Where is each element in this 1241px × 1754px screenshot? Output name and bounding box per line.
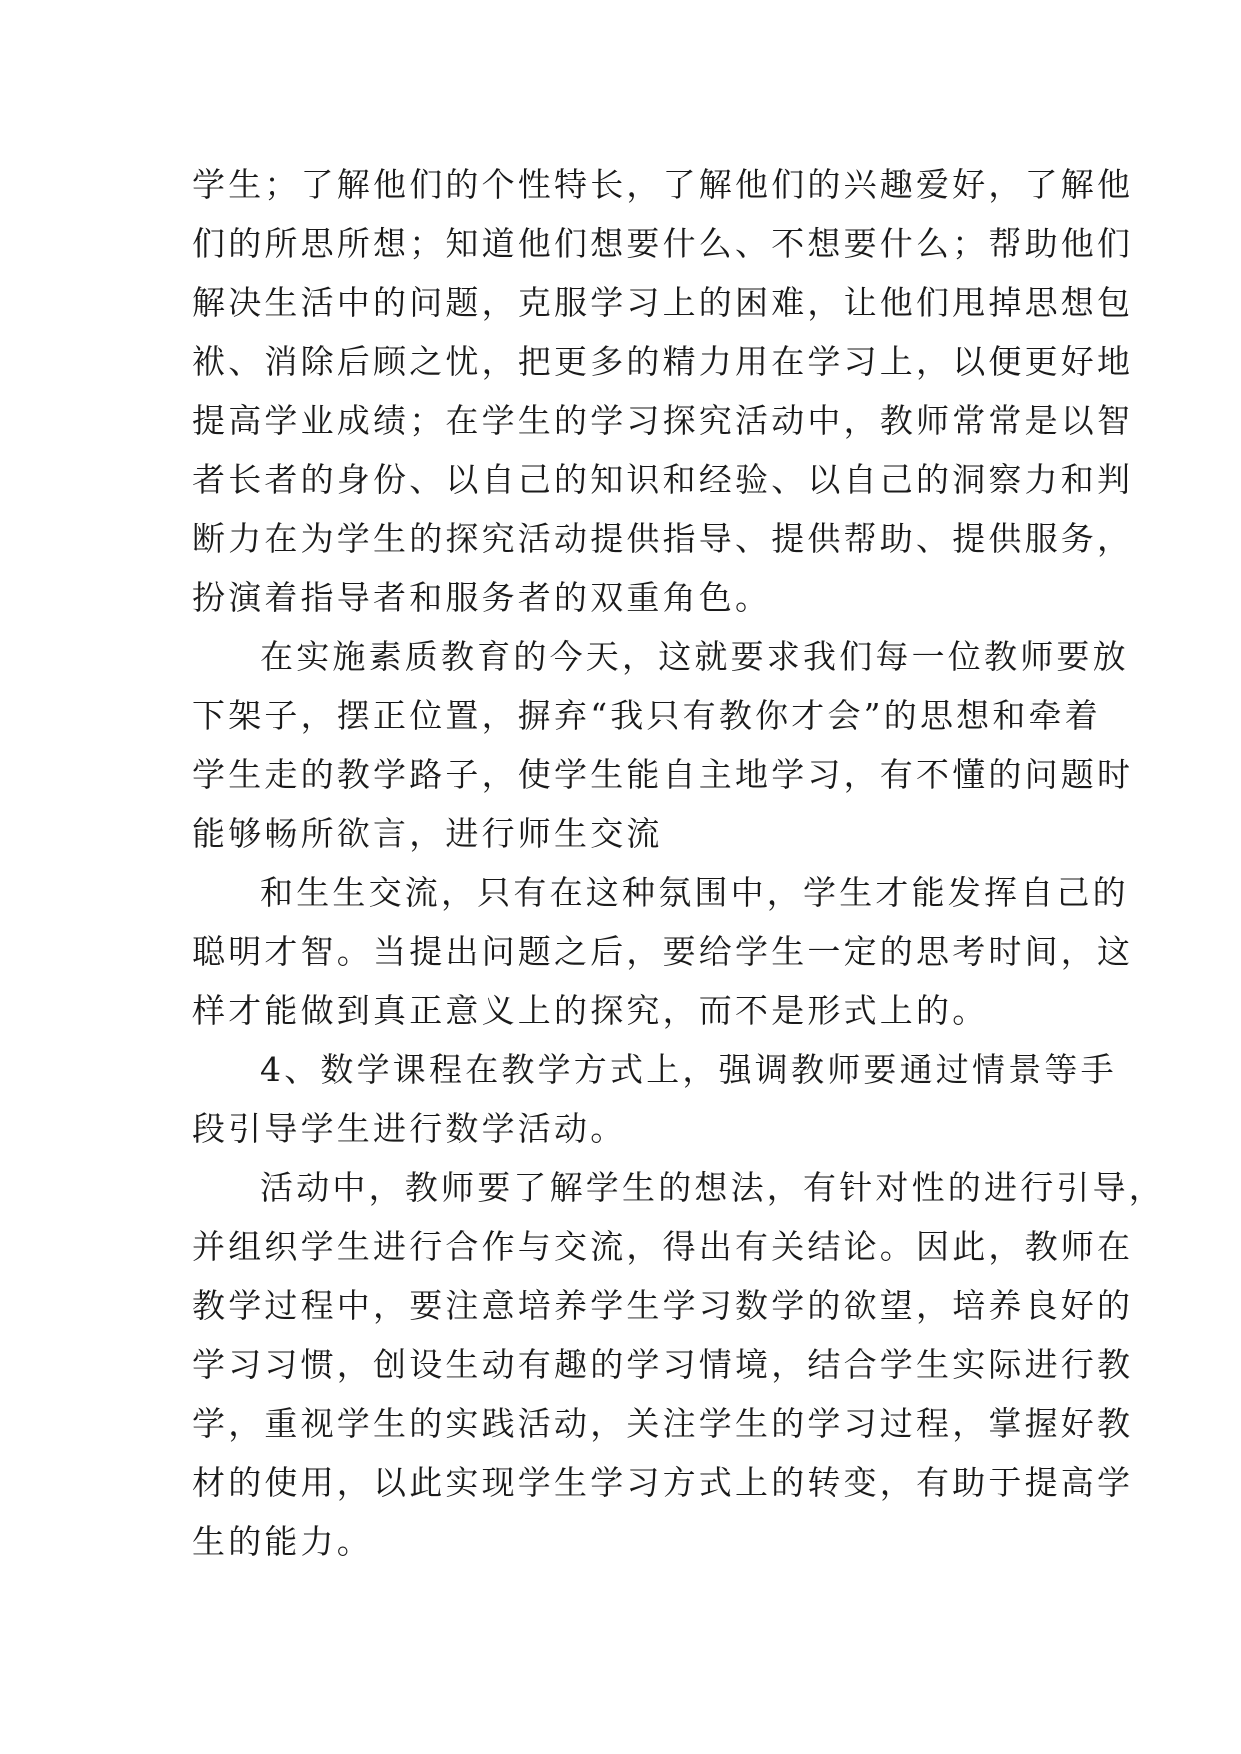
text-line: 提高学业成绩；在学生的学习探究活动中，教师常常是以智	[192, 401, 1134, 440]
text-line: 学生走的教学路子，使学生能自主地学习，有不懂的问题时	[192, 755, 1134, 794]
paragraph-first-line: 和生生交流，只有在这种氛围中，学生才能发挥自己的	[260, 873, 1129, 912]
text-line: 生的能力。	[192, 1522, 373, 1561]
text-line: 下架子，摆正位置，摒弃“我只有教你才会”的思想和牵着	[192, 696, 1101, 735]
text-line: 们的所思所想；知道他们想要什么、不想要什么；帮助他们	[192, 224, 1134, 263]
text-line: 学习习惯，创设生动有趣的学习情境，结合学生实际进行教	[192, 1345, 1134, 1384]
text-line: 扮演着指导者和服务者的双重角色。	[192, 578, 772, 617]
text-line: 教学过程中，要注意培养学生学习数学的欲望，培养良好的	[192, 1286, 1134, 1325]
text-line: 聪明才智。当提出问题之后，要给学生一定的思考时间，这	[192, 932, 1134, 971]
paragraph-first-line: 4、数学课程在教学方式上，强调教师要通过情景等手	[260, 1050, 1117, 1089]
paragraph-first-line: 活动中，教师要了解学生的想法，有针对性的进行引导，	[260, 1168, 1165, 1207]
text-line: 袱、消除后顾之忧，把更多的精力用在学习上，以便更好地	[192, 342, 1134, 381]
paragraph-first-line: 在实施素质教育的今天，这就要求我们每一位教师要放	[260, 637, 1129, 676]
text-line: 解决生活中的问题，克服学习上的困难，让他们甩掉思想包	[192, 283, 1134, 322]
text-line: 段引导学生进行数学活动。	[192, 1109, 627, 1148]
text-line: 者长者的身份、以自己的知识和经验、以自己的洞察力和判	[192, 460, 1134, 499]
text-line: 学，重视学生的实践活动，关注学生的学习过程，掌握好教	[192, 1404, 1134, 1443]
body-text	[192, 155, 1165, 1571]
text-line: 断力在为学生的探究活动提供指导、提供帮助、提供服务，	[192, 519, 1134, 558]
text-line: 样才能做到真正意义上的探究，而不是形式上的。	[192, 991, 989, 1030]
text-line: 并组织学生进行合作与交流，得出有关结论。因此，教师在	[192, 1227, 1134, 1266]
text-line: 能够畅所欲言，进行师生交流	[192, 814, 663, 853]
text-line: 材的使用，以此实现学生学习方式上的转变，有助于提高学	[192, 1463, 1134, 1502]
text-line: 学生；了解他们的个性特长，了解他们的兴趣爱好，了解他	[192, 165, 1134, 204]
